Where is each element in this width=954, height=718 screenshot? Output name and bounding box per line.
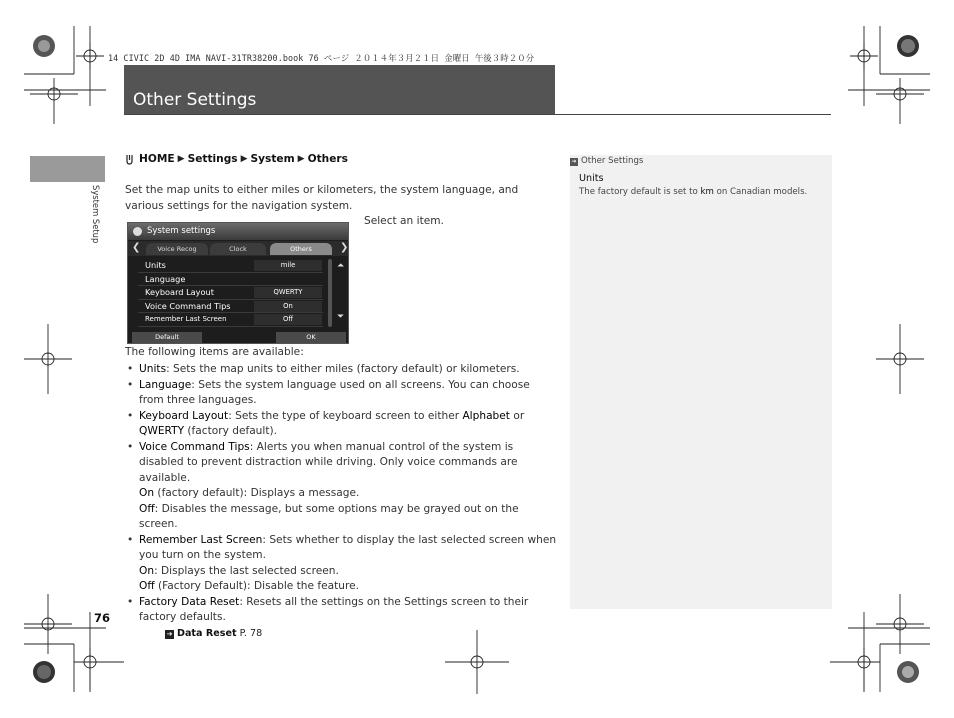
items-intro: The following items are available:: [125, 346, 304, 358]
tab-others: Others: [270, 243, 332, 255]
scroll-up-icon: ⏶: [337, 261, 345, 271]
item-text: : Resets all the settings on the Settings screen to their factory defaults.: [139, 595, 529, 623]
item-text: (Factory Default): Disable the feature.: [154, 580, 360, 592]
home-icon: [125, 154, 134, 165]
item-text: : Sets the type of keyboard screen to either: [228, 409, 463, 422]
chevron-right-icon: ❯: [340, 242, 349, 253]
breadcrumb-others: Others: [307, 153, 348, 165]
bullet: •: [127, 440, 134, 453]
bullet: •: [127, 409, 134, 422]
item-text: or: [509, 409, 525, 422]
screen-header: [128, 223, 348, 240]
xref-label: Data Reset: [177, 627, 237, 639]
breadcrumb-arrow-icon: ▶: [297, 154, 305, 164]
section-label: System Setup: [91, 185, 101, 244]
bullet: •: [127, 363, 134, 375]
title-rule: [124, 114, 831, 115]
screen-footer: [128, 331, 348, 344]
item-term: Remember Last Screen: [139, 533, 263, 546]
item-term: Keyboard Layout: [139, 409, 229, 422]
arrow-right-icon: ➔: [166, 629, 173, 638]
item-text: : Sets the system language used on all screens. You can choose from three languages.: [139, 378, 530, 406]
screen-tabs: [128, 241, 348, 256]
section-tab: [30, 156, 105, 182]
row-label: Voice Command Tips: [145, 300, 231, 311]
notes-sidebar: [570, 155, 832, 609]
list-item: [125, 362, 557, 378]
item-text: : Sets the map units to either miles (factory default) or kilometers.: [166, 363, 520, 375]
item-term: Language: [139, 378, 192, 391]
item-term: On: [139, 564, 155, 577]
list-item: [125, 440, 557, 533]
items-list: [125, 362, 557, 641]
bullet: •: [127, 595, 134, 608]
item-term: Off: [139, 580, 155, 592]
tab-clock: Clock: [210, 243, 266, 255]
row-label: Remember Last Screen: [145, 315, 227, 324]
item-term: Off: [139, 502, 155, 515]
row-label: Keyboard Layout: [145, 287, 214, 298]
screen-default-button: Default: [132, 332, 202, 343]
breadcrumb: [125, 153, 348, 165]
item-text: (factory default).: [184, 425, 277, 437]
breadcrumb-home: HOME: [139, 153, 175, 165]
item-term: QWERTY: [139, 425, 185, 437]
notes-body: [579, 187, 807, 197]
breadcrumb-settings: Settings: [187, 153, 238, 165]
notes-text: The factory default is set to: [579, 187, 701, 197]
arrow-right-icon: ➔: [571, 158, 577, 165]
item-text: : Displays the last selected screen.: [154, 564, 339, 577]
chevron-left-icon: ❮: [132, 242, 141, 253]
row-label: Units: [145, 260, 166, 270]
row-value: mile: [254, 260, 322, 271]
item-term: On: [139, 487, 155, 499]
list-item: [125, 595, 557, 642]
screen-ok-button: OK: [276, 332, 346, 343]
tab-voice-recog: Voice Recog: [146, 243, 208, 255]
settings-gear-icon: [133, 227, 142, 236]
bullet: •: [127, 533, 134, 546]
list-item: [125, 533, 557, 595]
item-term: Alphabet: [462, 409, 510, 422]
row-label: Language: [145, 273, 186, 284]
screen-scrollbar: [328, 259, 332, 327]
bullet: •: [127, 378, 134, 391]
print-header: 14 CIVIC 2D 4D IMA NAVI-31TR38200.book 76 ページ ２０１４年３月２１日 金曜日 午後３時２０分: [108, 53, 535, 63]
breadcrumb-arrow-icon: ▶: [177, 154, 185, 164]
row-value: QWERTY: [254, 287, 322, 298]
xref-page: P. 78: [236, 627, 263, 639]
screen-row-remember-last-screen: [138, 313, 323, 327]
notes-term: km: [700, 187, 714, 197]
item-text: : Sets whether to display the last selected screen when you turn on the system.: [139, 533, 557, 561]
row-value: Off: [254, 314, 322, 325]
scroll-down-icon: ⏷: [337, 312, 345, 322]
screen-row-language: [138, 273, 323, 287]
item-term: Factory Data Reset: [139, 595, 240, 608]
list-item: [125, 378, 557, 409]
item-text: : Alerts you when manual control of the system is disabled to prevent distraction while driving. Only voice commands are available.: [139, 440, 518, 484]
item-text: : Disables the message, but some options may be grayed out on the screen.: [139, 502, 519, 530]
select-instruction: Select an item.: [364, 215, 444, 227]
cross-reference-link[interactable]: [165, 628, 262, 639]
screen-row-units: [138, 259, 323, 273]
screen-title: System settings: [147, 226, 216, 236]
row-value: On: [254, 301, 322, 312]
notes-heading: Units: [579, 173, 604, 184]
notes-reference: [570, 156, 643, 166]
screen-row-voice-command-tips: [138, 300, 323, 314]
screen-list: [138, 259, 323, 327]
intro-text: Set the map units to either miles or kilometers, the system language, and various settings for the navigation system.: [125, 184, 519, 212]
page-title: Other Settings: [133, 90, 257, 110]
item-term: Voice Command Tips: [139, 440, 250, 453]
item-text: (factory default): Displays a message.: [154, 487, 360, 499]
system-settings-screenshot: [127, 222, 349, 344]
notes-text: on Canadian models.: [713, 187, 808, 197]
breadcrumb-arrow-icon: ▶: [240, 154, 248, 164]
item-term: Units: [139, 363, 167, 375]
screen-row-keyboard-layout: [138, 286, 323, 300]
breadcrumb-system: System: [250, 153, 295, 165]
notes-ref-label: Other Settings: [581, 156, 644, 166]
page-number: 76: [94, 611, 111, 625]
list-item: [125, 409, 557, 440]
